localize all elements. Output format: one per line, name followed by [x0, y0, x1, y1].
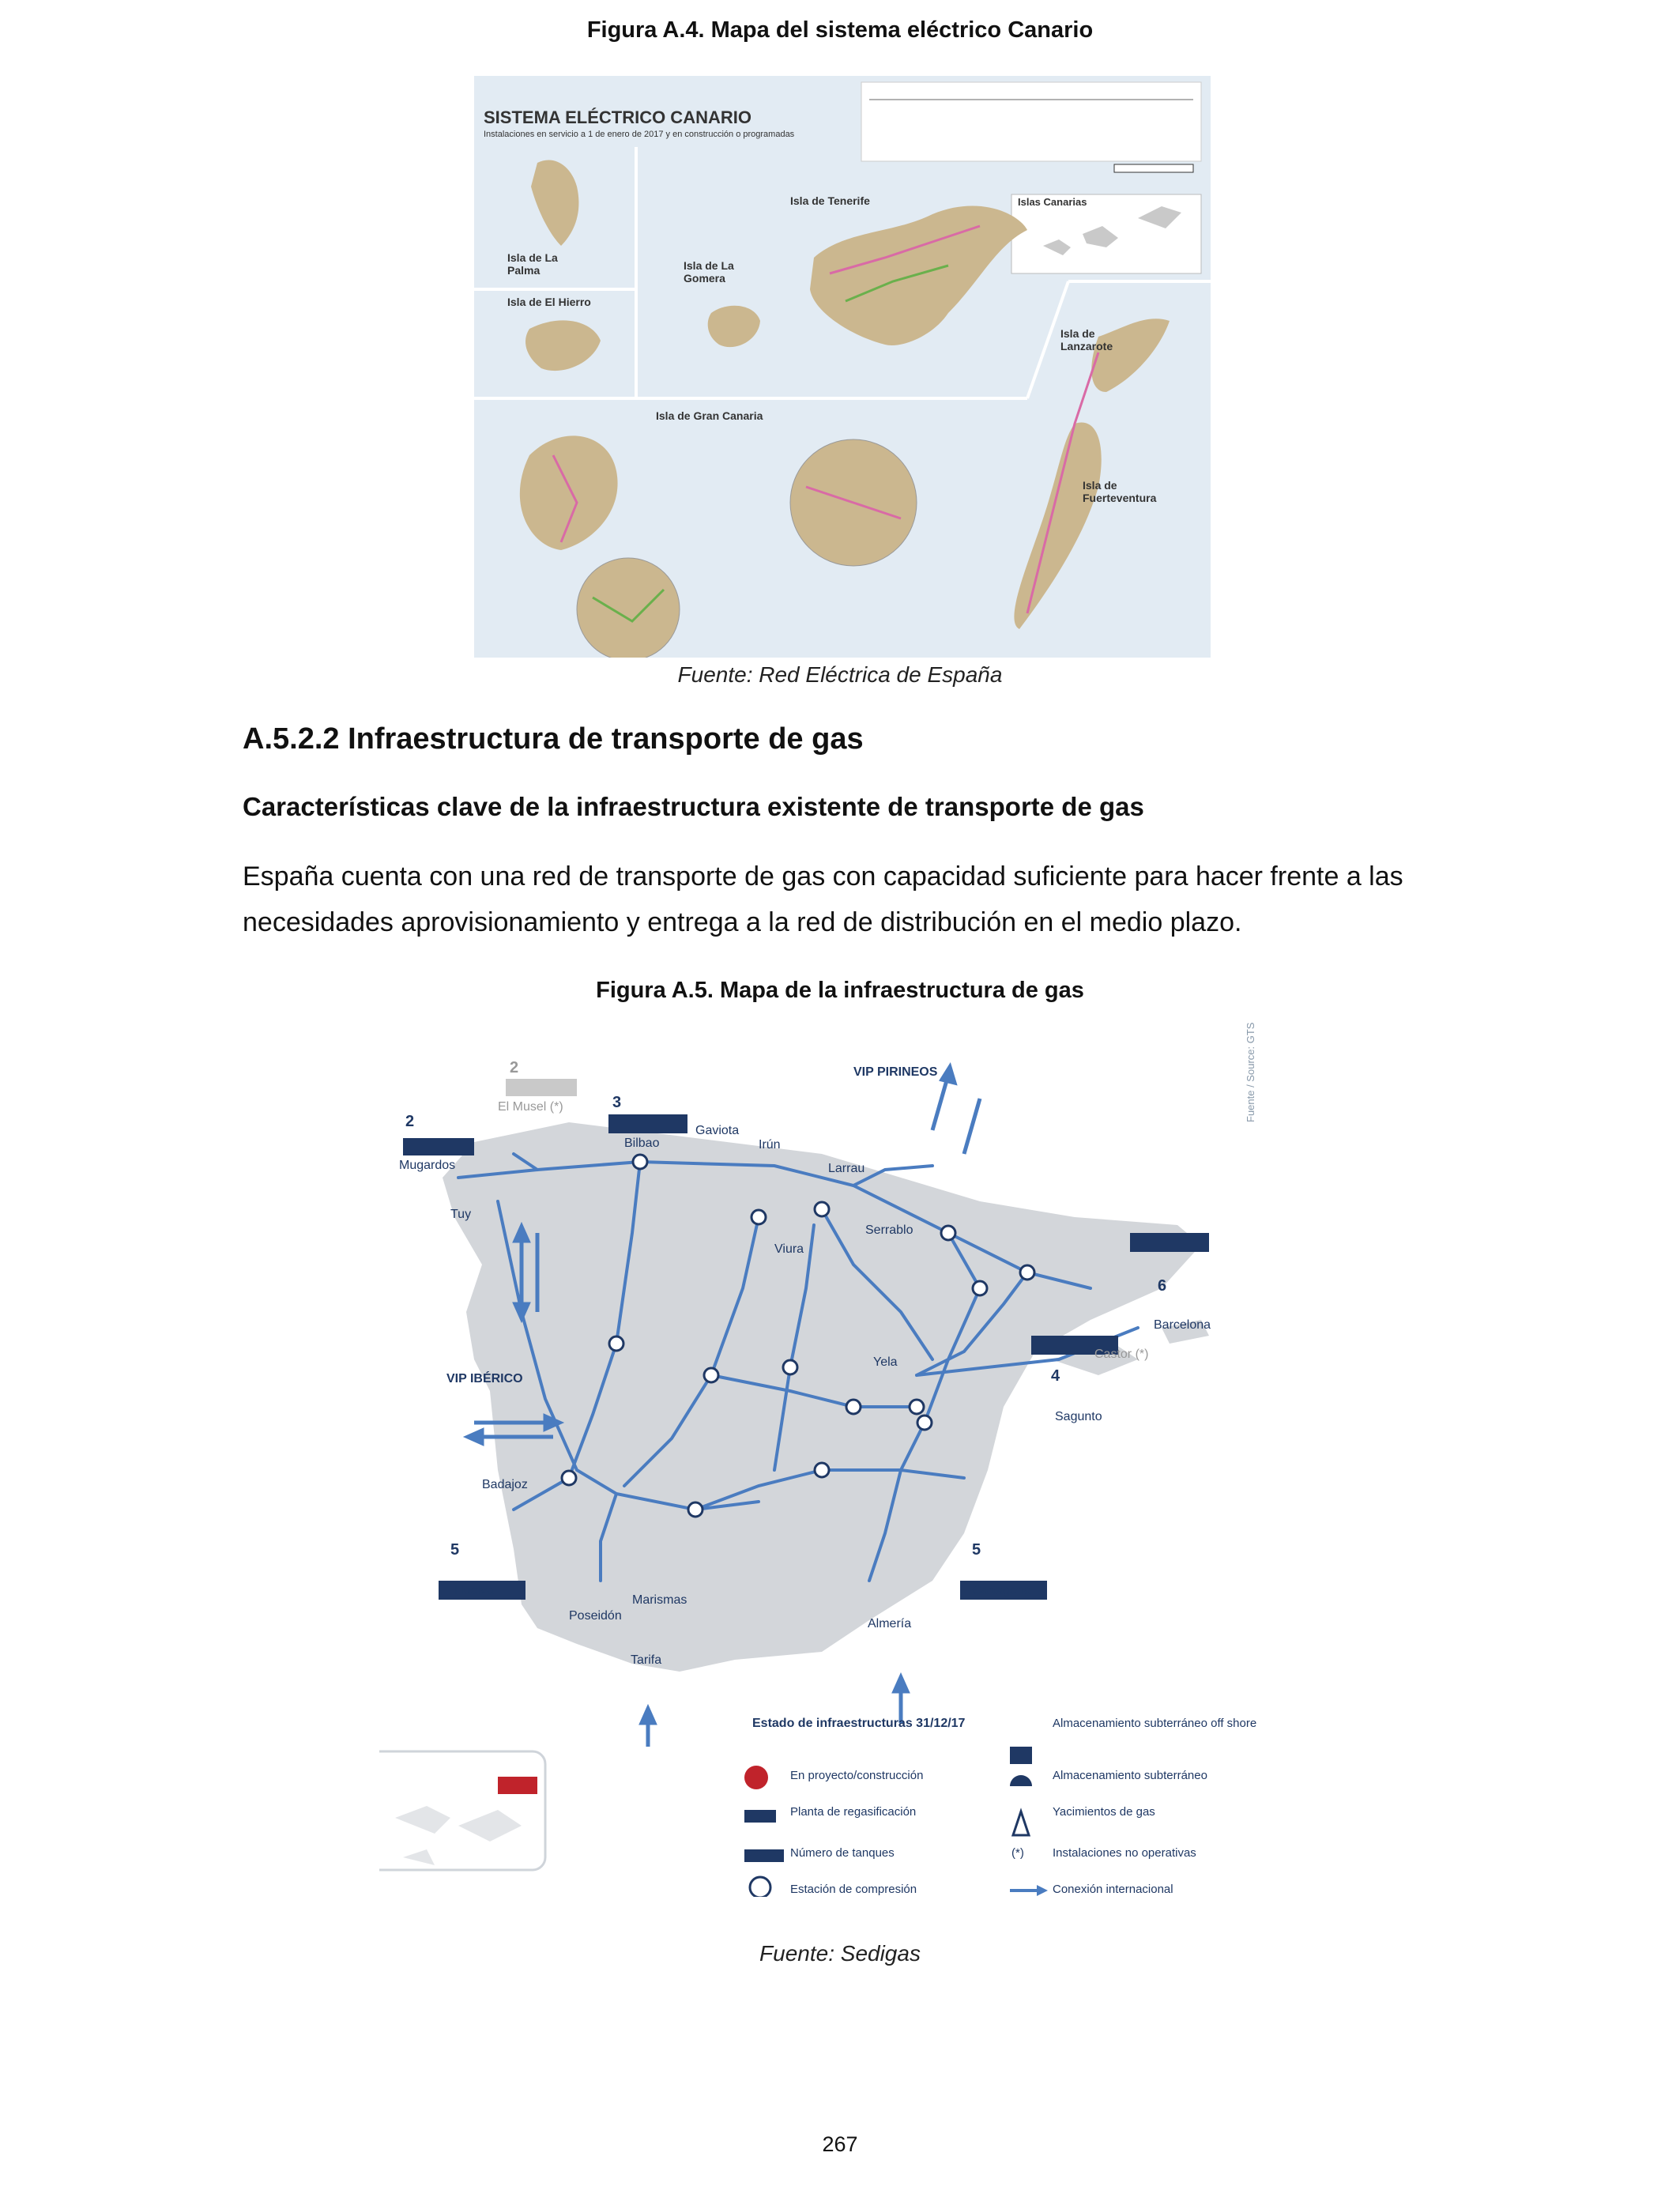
legend-almacenamiento: Almacenamiento subterráneo: [1053, 1769, 1207, 1782]
legend-almacenamiento-offshore: Almacenamiento subterráneo off shore: [1053, 1717, 1257, 1730]
legend-en-proyecto: En proyecto/construcción: [790, 1769, 924, 1782]
label-larrau: Larrau: [828, 1162, 865, 1175]
tanks-cartagena: 5: [972, 1541, 981, 1559]
figure-a4-source: Fuente: Red Eléctrica de España: [677, 662, 1003, 687]
canary-map-title: SISTEMA ELÉCTRICO CANARIO: [484, 107, 751, 127]
gas-infrastructure-map: [379, 1022, 1296, 1897]
label-tenerife: Isla de Tenerife: [790, 194, 870, 207]
label-el-hierro: Isla de El Hierro: [507, 296, 591, 308]
label-huelva: Huelva: [454, 1584, 494, 1597]
map-credit: Fuente / Source: GTS: [1245, 1022, 1256, 1122]
label-viura: Viura: [774, 1242, 804, 1256]
label-irun: Irún: [759, 1138, 781, 1152]
label-cartagena: Cartagena: [972, 1584, 1031, 1597]
legend-no-operativas: Instalaciones no operativas: [1053, 1846, 1196, 1860]
figure-a5-source: Fuente: Sedigas: [759, 1941, 921, 1966]
label-vip-pirineos: VIP PIRINEOS: [853, 1065, 938, 1079]
label-almeria: Almería: [868, 1617, 912, 1630]
label-castor: Castor (*): [1094, 1348, 1149, 1361]
section-paragraph: España cuenta con una red de transporte de gas con capacidad suficiente para hacer frente a las necesidades aprovisionamiento y entrega a la red de distribución en el medio plazo.: [243, 861, 1403, 937]
label-la-palma: Isla de La Palma: [507, 251, 558, 277]
canary-electric-map: [474, 76, 1211, 658]
section-subheading: Características clave de la infraestructura existente de transporte de gas: [243, 792, 1144, 821]
label-marismas: Marismas: [632, 1593, 687, 1607]
tanks-barcelona: 6: [1158, 1277, 1167, 1295]
label-serrablo: Serrablo: [865, 1223, 913, 1237]
label-bilbao: Bilbao: [624, 1137, 660, 1150]
label-gaviota: Gaviota: [695, 1124, 740, 1137]
tanks-bilbao: 3: [612, 1094, 622, 1111]
figure-a4-caption: Figura A.4. Mapa del sistema eléctrico Canario: [586, 17, 1094, 43]
label-vip-iberico: VIP IBÉRICO: [446, 1372, 523, 1385]
label-barcelona: Barcelona: [1154, 1318, 1211, 1332]
legend-conexion-internacional: Conexión internacional: [1053, 1883, 1173, 1896]
label-tarifa: Tarifa: [631, 1653, 662, 1667]
label-canarias-inset: Islas Canarias: [1018, 196, 1087, 208]
label-yela: Yela: [873, 1355, 898, 1369]
label-lanzarote: Isla de Lanzarote: [1060, 327, 1113, 352]
label-mugardos: Mugardos: [399, 1159, 456, 1172]
legend-regasificacion: Planta de regasificación: [790, 1805, 917, 1819]
legend-numero-tanques: Número de tanques: [790, 1846, 895, 1860]
tanks-huelva: 5: [450, 1541, 460, 1559]
canary-map-subtitle: Instalaciones en servicio a 1 de enero de 2017 y en construcción o programadas: [484, 130, 795, 139]
section-heading: A.5.2.2 Infraestructura de transporte de gas: [243, 722, 864, 756]
label-gran-canaria: Isla de Gran Canaria: [656, 409, 763, 422]
label-el-musel: El Musel (*): [498, 1100, 563, 1114]
label-badajoz: Badajoz: [482, 1478, 528, 1491]
tanks-el-musel: 2: [510, 1059, 519, 1076]
tanks-mugardos: 2: [405, 1113, 415, 1130]
label-la-gomera: Isla de La Gomera: [684, 259, 734, 285]
figure-a5-caption: Figura A.5. Mapa de la infraestructura de gas: [596, 978, 1084, 1003]
label-sagunto: Sagunto: [1055, 1410, 1102, 1423]
label-poseidon: Poseidón: [569, 1609, 622, 1623]
legend-not-operational-symbol: (*): [1011, 1846, 1024, 1860]
legend-yacimientos: Yacimientos de gas: [1053, 1805, 1155, 1819]
label-fuerteventura: Isla de Fuerteventura: [1083, 479, 1157, 504]
legend-estacion-compresion: Estación de compresión: [790, 1883, 917, 1896]
page-number: 267: [822, 2132, 858, 2156]
tanks-sagunto: 4: [1051, 1367, 1060, 1385]
label-tuy: Tuy: [450, 1208, 472, 1221]
legend-title: Estado de infraestructuras 31/12/17: [752, 1717, 966, 1730]
